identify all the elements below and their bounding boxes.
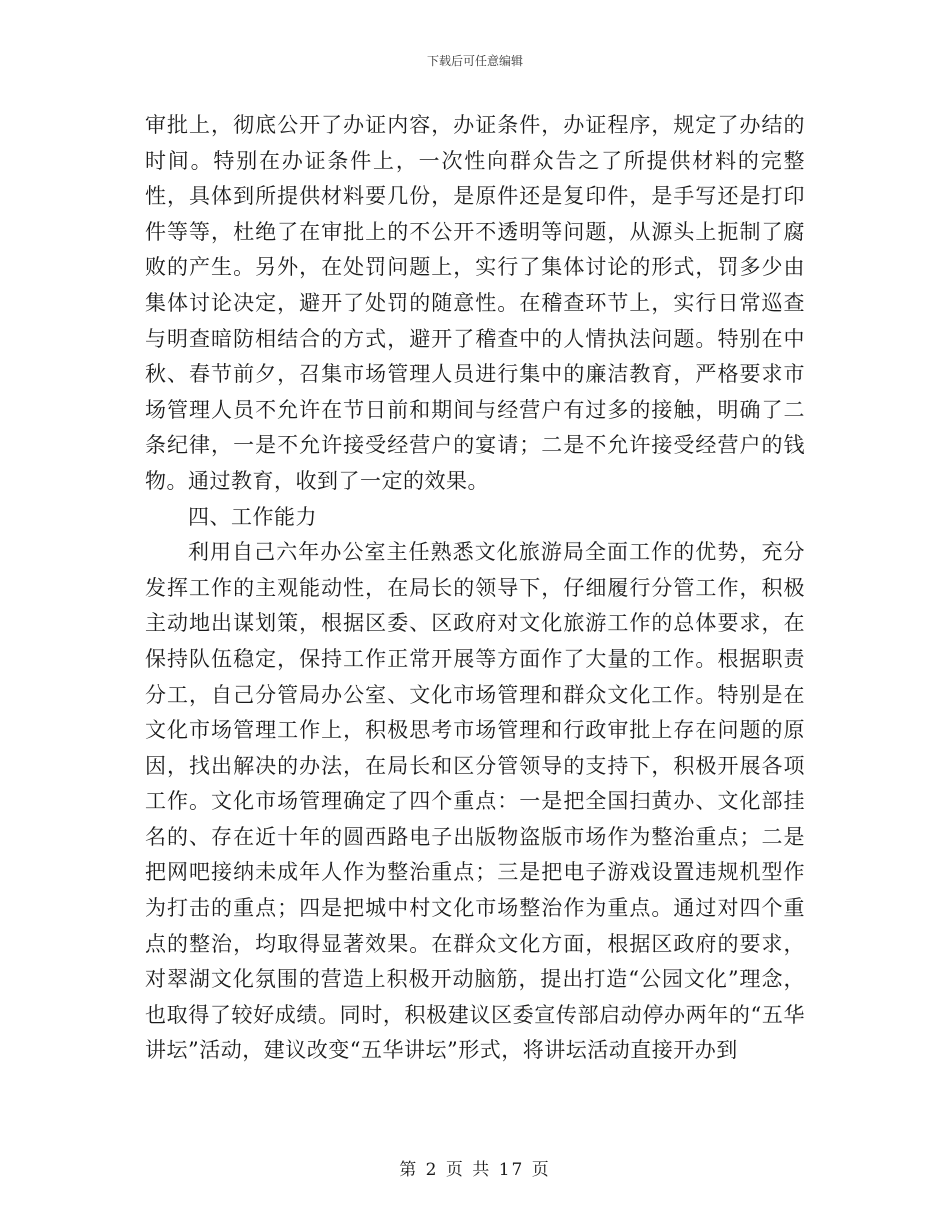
document-body	[145, 108, 805, 1069]
paragraph: 利用自己六年办公室主任熟悉文化旅游局全面工作的优势，充分发挥工作的主观能动性，在局长的领导下，仔细履行分管工作，积极主动地出谋划策，根据区委、区政府对文化旅游工作的总体要求，在保持队伍稳定，保持工作正常开展等方面作了大量的工作。根据职责分工，自己分管局办公室、文化市场管理和群众文化工作。特别是在文化市场管理工作上，积极思考市场管理和行政审批上存在问题的原因，找出解决的办法，在局长和区分管领导的支持下，积极开展各项工作。文化市场管理确定了四个重点：一是把全国扫黄办、文化部挂名的、存在近十年的圆西路电子出版物盗版市场作为整治重点；二是把网吧接纳未成年人作为整治重点；三是把电子游戏设置违规机型作为打击的重点；四是把城中村文化市场整治作为重点。通过对四个重点的整治，均取得显著效果。在群众文化方面，根据区政府的要求，对翠湖文化氛围的营造上积极开动脑筋，提出打造“公园文化”理念，也取得了较好成绩。同时，积极建议区委宣传部启动停办两年的“五华讲坛”活动，建议改变“五华讲坛”形式，将讲坛活动直接开办到	[145, 540, 805, 1063]
page-header: 下载后可任意编辑	[426, 54, 523, 68]
section-heading: 四、工作能力	[188, 504, 317, 529]
page-footer: 第 2 页 共 17 页	[399, 1160, 551, 1180]
paragraph-continuation: 审批上，彻底公开了办证内容，办证条件，办证程序，规定了办结的时间。特别在办证条件上，一次性向群众告之了所提供材料的完整性，具体到所提供材料要几份，是原件还是复印件，是手写还是打印件等等，杜绝了在审批上的不公开不透明等问题，从源头上扼制了腐败的产生。另外，在处罚问题上，实行了集体讨论的形式，罚多少由集体讨论决定，避开了处罚的随意性。在稽查环节上，实行日常巡查与明查暗防相结合的方式，避开了稽查中的人情执法问题。特别在中秋、春节前夕，召集市场管理人员进行集中的廉洁教育，严格要求市场管理人员不允许在节日前和期间与经营户有过多的接触，明确了二条纪律，一是不允许接受经营户的宴请；二是不允许接受经营户的钱物。通过教育，收到了一定的效果。	[145, 113, 805, 493]
